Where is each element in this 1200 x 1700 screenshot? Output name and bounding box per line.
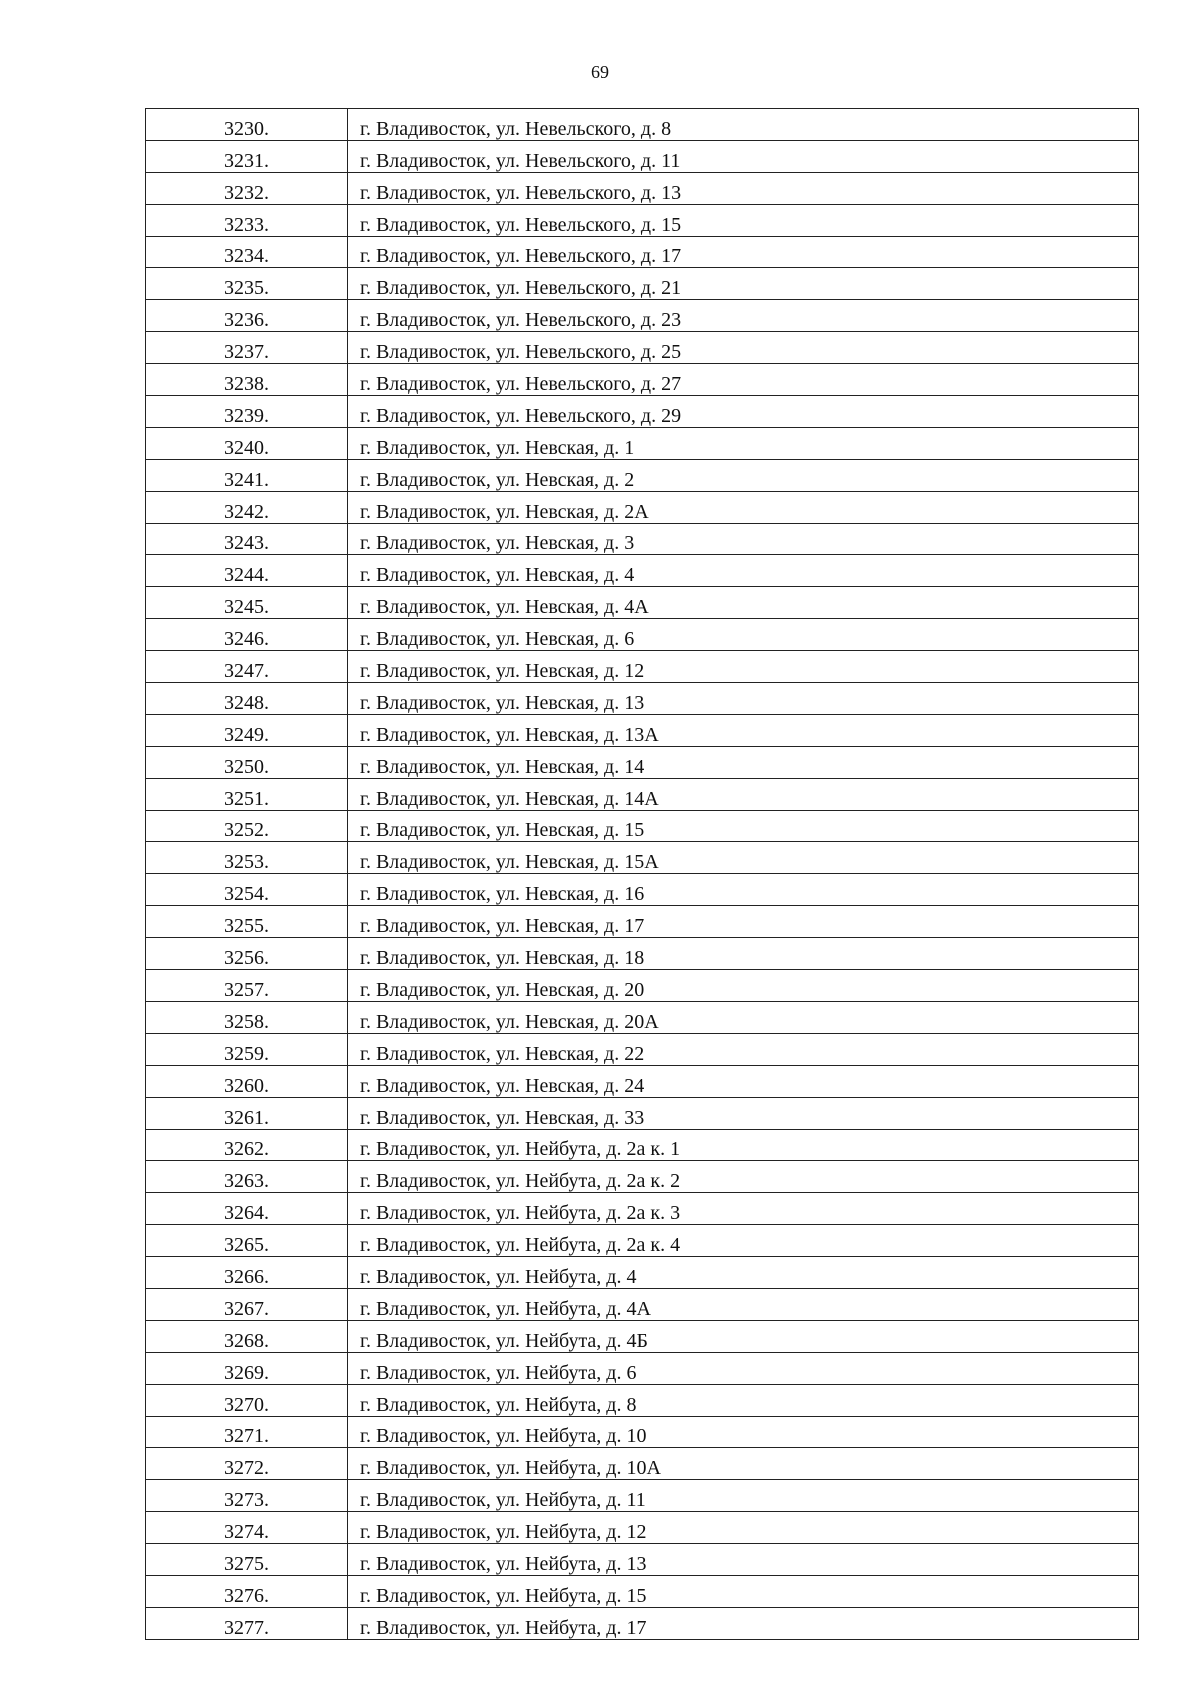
table-row [146, 109, 1139, 141]
address-cell: г. Владивосток, ул. Нейбута, д. 10 [348, 1416, 1139, 1448]
row-number-cell: 3265. [146, 1225, 348, 1257]
address-cell: г. Владивосток, ул. Нейбута, д. 15 [348, 1575, 1139, 1607]
address-cell: г. Владивосток, ул. Невельского, д. 15 [348, 204, 1139, 236]
table-row [146, 1320, 1139, 1352]
address-cell: г. Владивосток, ул. Невельского, д. 21 [348, 268, 1139, 300]
address-cell: г. Владивосток, ул. Нейбута, д. 2а к. 4 [348, 1225, 1139, 1257]
table-row [146, 1607, 1139, 1639]
address-cell: г. Владивосток, ул. Невская, д. 13А [348, 714, 1139, 746]
table-row [146, 204, 1139, 236]
address-cell: г. Владивосток, ул. Нейбута, д. 6 [348, 1352, 1139, 1384]
table-row [146, 874, 1139, 906]
address-cell: г. Владивосток, ул. Нейбута, д. 2а к. 1 [348, 1129, 1139, 1161]
row-number-cell: 3236. [146, 300, 348, 332]
row-number-cell: 3270. [146, 1384, 348, 1416]
address-cell: г. Владивосток, ул. Невская, д. 14А [348, 778, 1139, 810]
row-number-cell: 3272. [146, 1448, 348, 1480]
address-cell: г. Владивосток, ул. Невская, д. 20 [348, 970, 1139, 1002]
row-number-cell: 3252. [146, 810, 348, 842]
table-row [146, 1001, 1139, 1033]
row-number-cell: 3271. [146, 1416, 348, 1448]
table-row [146, 1065, 1139, 1097]
row-number-cell: 3269. [146, 1352, 348, 1384]
address-cell: г. Владивосток, ул. Нейбута, д. 4А [348, 1288, 1139, 1320]
address-cell: г. Владивосток, ул. Невельского, д. 8 [348, 109, 1139, 141]
address-cell: г. Владивосток, ул. Невская, д. 4А [348, 587, 1139, 619]
address-cell: г. Владивосток, ул. Невская, д. 20А [348, 1001, 1139, 1033]
row-number-cell: 3261. [146, 1097, 348, 1129]
row-number-cell: 3259. [146, 1033, 348, 1065]
row-number-cell: 3240. [146, 427, 348, 459]
table-row [146, 1416, 1139, 1448]
table-row [146, 1097, 1139, 1129]
table-row [146, 651, 1139, 683]
table-row [146, 427, 1139, 459]
row-number-cell: 3247. [146, 651, 348, 683]
address-cell: г. Владивосток, ул. Нейбута, д. 10А [348, 1448, 1139, 1480]
address-cell: г. Владивосток, ул. Невская, д. 24 [348, 1065, 1139, 1097]
table-row [146, 459, 1139, 491]
address-cell: г. Владивосток, ул. Невская, д. 2А [348, 491, 1139, 523]
table-row [146, 1033, 1139, 1065]
table-row [146, 683, 1139, 715]
address-cell: г. Владивосток, ул. Невская, д. 33 [348, 1097, 1139, 1129]
table-row [146, 1480, 1139, 1512]
row-number-cell: 3262. [146, 1129, 348, 1161]
address-cell: г. Владивосток, ул. Нейбута, д. 12 [348, 1512, 1139, 1544]
row-number-cell: 3235. [146, 268, 348, 300]
row-number-cell: 3260. [146, 1065, 348, 1097]
row-number-cell: 3237. [146, 332, 348, 364]
address-cell: г. Владивосток, ул. Нейбута, д. 11 [348, 1480, 1139, 1512]
row-number-cell: 3232. [146, 172, 348, 204]
table-row [146, 300, 1139, 332]
address-cell: г. Владивосток, ул. Нейбута, д. 4Б [348, 1320, 1139, 1352]
table-row [146, 714, 1139, 746]
table-row [146, 1575, 1139, 1607]
table-row [146, 1257, 1139, 1289]
table-row [146, 1512, 1139, 1544]
page-number: 69 [591, 62, 609, 82]
table-row [146, 778, 1139, 810]
row-number-cell: 3264. [146, 1193, 348, 1225]
row-number-cell: 3249. [146, 714, 348, 746]
row-number-cell: 3263. [146, 1161, 348, 1193]
row-number-cell: 3257. [146, 970, 348, 1002]
row-number-cell: 3253. [146, 842, 348, 874]
row-number-cell: 3277. [146, 1607, 348, 1639]
table-row [146, 1352, 1139, 1384]
row-number-cell: 3275. [146, 1544, 348, 1576]
row-number-cell: 3246. [146, 619, 348, 651]
table-row [146, 1129, 1139, 1161]
address-cell: г. Владивосток, ул. Невская, д. 2 [348, 459, 1139, 491]
address-cell: г. Владивосток, ул. Невская, д. 1 [348, 427, 1139, 459]
row-number-cell: 3250. [146, 746, 348, 778]
table-row [146, 906, 1139, 938]
table-row [146, 1384, 1139, 1416]
address-cell: г. Владивосток, ул. Нейбута, д. 2а к. 3 [348, 1193, 1139, 1225]
table-row [146, 1288, 1139, 1320]
table-row [146, 746, 1139, 778]
address-cell: г. Владивосток, ул. Невельского, д. 29 [348, 396, 1139, 428]
table-row [146, 332, 1139, 364]
address-cell: г. Владивосток, ул. Невская, д. 15А [348, 842, 1139, 874]
address-cell: г. Владивосток, ул. Невская, д. 3 [348, 523, 1139, 555]
table-row [146, 268, 1139, 300]
address-cell: г. Владивосток, ул. Невская, д. 17 [348, 906, 1139, 938]
address-cell: г. Владивосток, ул. Невская, д. 16 [348, 874, 1139, 906]
table-row [146, 587, 1139, 619]
row-number-cell: 3276. [146, 1575, 348, 1607]
address-cell: г. Владивосток, ул. Невельского, д. 11 [348, 140, 1139, 172]
row-number-cell: 3268. [146, 1320, 348, 1352]
row-number-cell: 3243. [146, 523, 348, 555]
row-number-cell: 3267. [146, 1288, 348, 1320]
address-cell: г. Владивосток, ул. Нейбута, д. 13 [348, 1544, 1139, 1576]
table-row [146, 938, 1139, 970]
table-row [146, 810, 1139, 842]
address-cell: г. Владивосток, ул. Нейбута, д. 4 [348, 1257, 1139, 1289]
table-row [146, 619, 1139, 651]
address-cell: г. Владивосток, ул. Невская, д. 14 [348, 746, 1139, 778]
row-number-cell: 3274. [146, 1512, 348, 1544]
row-number-cell: 3234. [146, 236, 348, 268]
table-row [146, 172, 1139, 204]
table-row [146, 555, 1139, 587]
row-number-cell: 3256. [146, 938, 348, 970]
row-number-cell: 3230. [146, 109, 348, 141]
address-cell: г. Владивосток, ул. Нейбута, д. 2а к. 2 [348, 1161, 1139, 1193]
address-cell: г. Владивосток, ул. Невельского, д. 23 [348, 300, 1139, 332]
address-cell: г. Владивосток, ул. Невская, д. 6 [348, 619, 1139, 651]
address-cell: г. Владивосток, ул. Невельского, д. 25 [348, 332, 1139, 364]
row-number-cell: 3266. [146, 1257, 348, 1289]
row-number-cell: 3231. [146, 140, 348, 172]
row-number-cell: 3251. [146, 778, 348, 810]
row-number-cell: 3241. [146, 459, 348, 491]
address-table-body [146, 109, 1139, 1640]
address-table [145, 108, 1139, 1640]
table-row [146, 140, 1139, 172]
address-cell: г. Владивосток, ул. Нейбута, д. 17 [348, 1607, 1139, 1639]
table-row [146, 491, 1139, 523]
row-number-cell: 3245. [146, 587, 348, 619]
table-row [146, 236, 1139, 268]
address-cell: г. Владивосток, ул. Невельского, д. 27 [348, 364, 1139, 396]
row-number-cell: 3233. [146, 204, 348, 236]
table-row [146, 1448, 1139, 1480]
table-row [146, 1225, 1139, 1257]
table-row [146, 523, 1139, 555]
row-number-cell: 3239. [146, 396, 348, 428]
table-row [146, 396, 1139, 428]
row-number-cell: 3238. [146, 364, 348, 396]
address-cell: г. Владивосток, ул. Невская, д. 4 [348, 555, 1139, 587]
address-cell: г. Владивосток, ул. Нейбута, д. 8 [348, 1384, 1139, 1416]
row-number-cell: 3254. [146, 874, 348, 906]
address-cell: г. Владивосток, ул. Невская, д. 22 [348, 1033, 1139, 1065]
table-row [146, 1544, 1139, 1576]
row-number-cell: 3258. [146, 1001, 348, 1033]
table-row [146, 970, 1139, 1002]
address-cell: г. Владивосток, ул. Невская, д. 12 [348, 651, 1139, 683]
address-cell: г. Владивосток, ул. Невская, д. 18 [348, 938, 1139, 970]
address-cell: г. Владивосток, ул. Невельского, д. 17 [348, 236, 1139, 268]
table-row [146, 1161, 1139, 1193]
row-number-cell: 3248. [146, 683, 348, 715]
address-cell: г. Владивосток, ул. Невельского, д. 13 [348, 172, 1139, 204]
table-row [146, 842, 1139, 874]
row-number-cell: 3244. [146, 555, 348, 587]
address-cell: г. Владивосток, ул. Невская, д. 15 [348, 810, 1139, 842]
row-number-cell: 3273. [146, 1480, 348, 1512]
row-number-cell: 3242. [146, 491, 348, 523]
row-number-cell: 3255. [146, 906, 348, 938]
table-row [146, 1193, 1139, 1225]
table-row [146, 364, 1139, 396]
address-cell: г. Владивосток, ул. Невская, д. 13 [348, 683, 1139, 715]
